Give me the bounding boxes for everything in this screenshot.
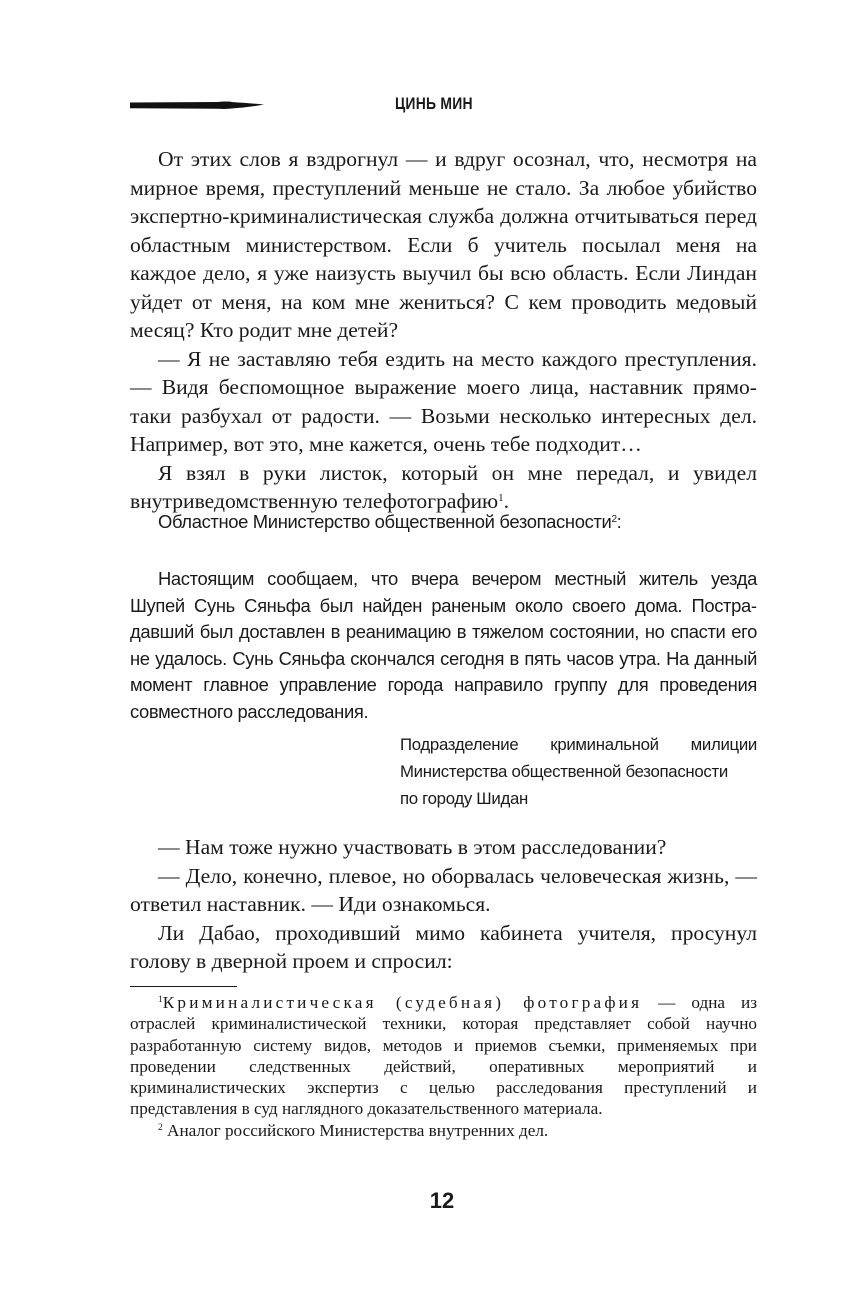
footnote-term: Криминалистическая (судебная) фотография — [162, 993, 643, 1012]
footnotes — [130, 992, 757, 1141]
footnote-divider — [130, 986, 237, 987]
paragraph: — Я не заставляю тебя ездить на место каждого преступления. — Видя беспомощное выражение моего лица, наставник прямо-таки разбухал от радости. — Возьми несколько интересных дел. Например, вот это, мне кажется, очень тебе подходит… — [130, 346, 757, 456]
running-head: ЦИНЬ МИН — [395, 94, 473, 113]
footnote: $^2$ Аналог российского Министерства внутренних дел. — [158, 1120, 549, 1140]
document-body — [130, 566, 757, 725]
document-signature — [400, 731, 757, 812]
signature-line: по городу Шидан — [400, 789, 528, 808]
document-addressee: Областное Министерство общественной безопасности$^2$: — [158, 511, 622, 532]
decorative-bar-icon — [130, 101, 264, 110]
paragraph: От этих слов я вздрогнул — и вдруг осознал, что, несмотря на мирное время, преступлений меньше не стало. За любое убийство экспертно-криминалистическая служба должна отчитываться перед областным министерством. Если б учитель посылал меня на каждое дело, я уже наизусть выучил бы всю область. Если Линдан уйдет от меня, на ком мне жениться? С кем проводить медовый месяц? Кто родит мне детей? — [130, 147, 757, 342]
main-text — [130, 145, 757, 516]
page-number: 12 — [429, 1188, 455, 1213]
footnote-ref[interactable]: 2 — [611, 514, 617, 525]
signature-line: Подразделение криминальной милиции — [400, 735, 757, 754]
footnote-ref[interactable]: 1 — [498, 492, 504, 504]
signature-line: Министерства общественной безопасности — [400, 762, 728, 781]
paragraph: Ли Дабао, проходивший мимо кабинета учителя, просунул голову в дверной проем и спросил: — [130, 920, 757, 973]
paragraph: — Нам тоже нужно участвовать в этом расследовании? — [158, 835, 667, 859]
paragraph: Я взял в руки листок, который он мне передал, и увидел внутриведомственную телефотографию$^1$. — [130, 460, 757, 513]
paragraph: Настоящим сообщаем, что вчера вечером местный житель уезда Шупей Сунь Сяньфа был найден раненым около своего дома. Пострадавший был доставлен в реанимацию в тяжелом состоянии, но спасти его не удалось. Сунь Сяньфа скончался сегодня в пять часов утра. На данный момент главное управление города направило группу для проведения совместного расследования. — [130, 568, 757, 722]
footnote: $^1$Криминалистическая (судебная) фотография — одна из отраслей криминалистической техники, которая представляет собой научно разработанную систему видов, методов и приемов съемки, применяемых при проведении следственных действий, оперативных мероприятий и криминалистических экспертиз с целью расследования преступлений и представления в суд наглядного доказательственного материала. — [130, 993, 757, 1119]
continuation-text — [130, 833, 757, 976]
paragraph: — Дело, конечно, плевое, но оборвалась человеческая жизнь, — ответил наставник. — Иди ознакомься. — [130, 863, 757, 916]
